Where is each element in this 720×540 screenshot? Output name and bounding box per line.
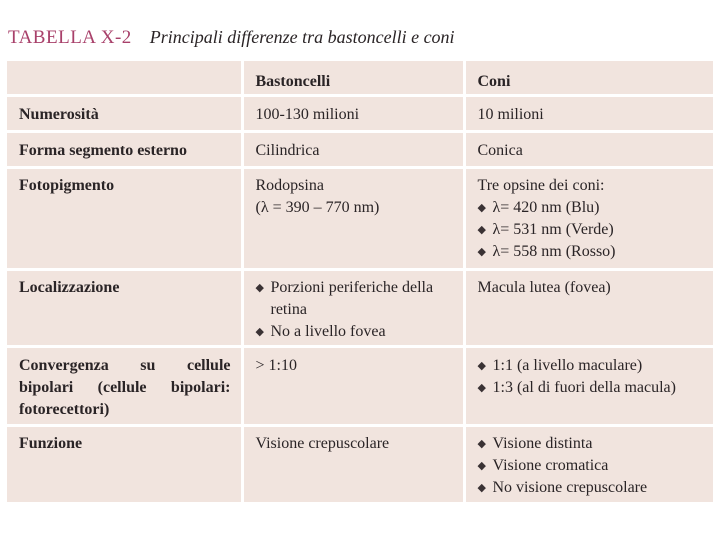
cell-coni: 10 milioni xyxy=(464,95,713,131)
diamond-bullet-icon: ◆ xyxy=(255,325,264,338)
diamond-bullet-icon: ◆ xyxy=(477,459,486,472)
list-item: ◆ λ= 531 nm (Verde) xyxy=(478,219,704,241)
cell-line: (λ = 390 – 770 nm) xyxy=(255,198,380,216)
table-row-numerosita xyxy=(7,95,713,131)
header-bastoncelli: Bastoncelli xyxy=(242,61,464,95)
cell-coni xyxy=(464,346,713,425)
table-row-funzione xyxy=(7,425,713,503)
list-item: ◆ No a livello fovea xyxy=(256,321,453,343)
row-label: Funzione xyxy=(7,425,242,503)
table-row-forma xyxy=(7,131,713,167)
table-header-row xyxy=(7,61,713,95)
diamond-bullet-icon: ◆ xyxy=(477,381,486,394)
list-item: ◆ Porzioni periferiche della retina xyxy=(255,278,434,318)
header-empty-cell xyxy=(7,61,242,95)
cell-coni: Conica xyxy=(464,131,713,167)
diamond-bullet-icon: ◆ xyxy=(477,223,486,236)
cell-intro: Tre opsine dei coni: xyxy=(477,176,605,194)
diamond-bullet-icon: ◆ xyxy=(255,281,264,294)
row-label: Convergenza su cellule bipolari (cellule bipolari: fotorecettori) xyxy=(7,346,242,425)
table-row-convergenza xyxy=(7,346,713,425)
cell-line: Rodopsina xyxy=(255,176,324,194)
row-label: Fotopigmento xyxy=(7,167,242,269)
row-label: Numerosità xyxy=(7,95,242,131)
cell-bastoncelli: Visione crepuscolare xyxy=(242,425,464,503)
table-row-fotopigmento xyxy=(7,167,713,269)
list-item: ◆ λ= 420 nm (Blu) xyxy=(478,197,704,219)
bullet-list xyxy=(478,355,704,399)
cell-coni xyxy=(464,167,713,269)
bullet-list xyxy=(478,433,704,499)
cell-bastoncelli: 100-130 milioni xyxy=(242,95,464,131)
table-title: Principali differenze tra bastoncelli e coni xyxy=(149,27,455,47)
row-label: Forma segmento esterno xyxy=(7,131,242,167)
cell-coni xyxy=(464,425,713,503)
list-item: ◆ 1:1 (a livello maculare) xyxy=(478,355,704,377)
bullet-list xyxy=(478,197,704,263)
list-item: ◆ λ= 558 nm (Rosso) xyxy=(478,241,704,263)
table-number: TABELLA X-2 xyxy=(8,27,132,48)
row-label: Localizzazione xyxy=(7,269,242,346)
cell-bastoncelli xyxy=(242,269,464,346)
comparison-table xyxy=(7,61,713,505)
diamond-bullet-icon: ◆ xyxy=(477,437,486,450)
table-row-localizzazione xyxy=(7,269,713,346)
diamond-bullet-icon: ◆ xyxy=(477,359,486,372)
comparison-table-container xyxy=(7,61,713,505)
list-item: ◆ Visione cromatica xyxy=(478,455,704,477)
cell-bastoncelli: Cilindrica xyxy=(242,131,464,167)
list-item: ◆ No visione crepuscolare xyxy=(478,477,704,499)
diamond-bullet-icon: ◆ xyxy=(477,201,486,214)
bullet-list xyxy=(256,277,453,343)
diamond-bullet-icon: ◆ xyxy=(477,245,486,258)
cell-coni: Macula lutea (fovea) xyxy=(464,269,713,346)
diamond-bullet-icon: ◆ xyxy=(477,481,486,494)
header-coni: Coni xyxy=(464,61,713,95)
list-item: ◆ 1:3 (al di fuori della macula) xyxy=(478,377,704,399)
cell-bastoncelli xyxy=(242,167,464,269)
list-item: ◆ Visione distinta xyxy=(478,433,704,455)
cell-bastoncelli: > 1:10 xyxy=(242,346,464,425)
table-caption xyxy=(8,27,712,53)
